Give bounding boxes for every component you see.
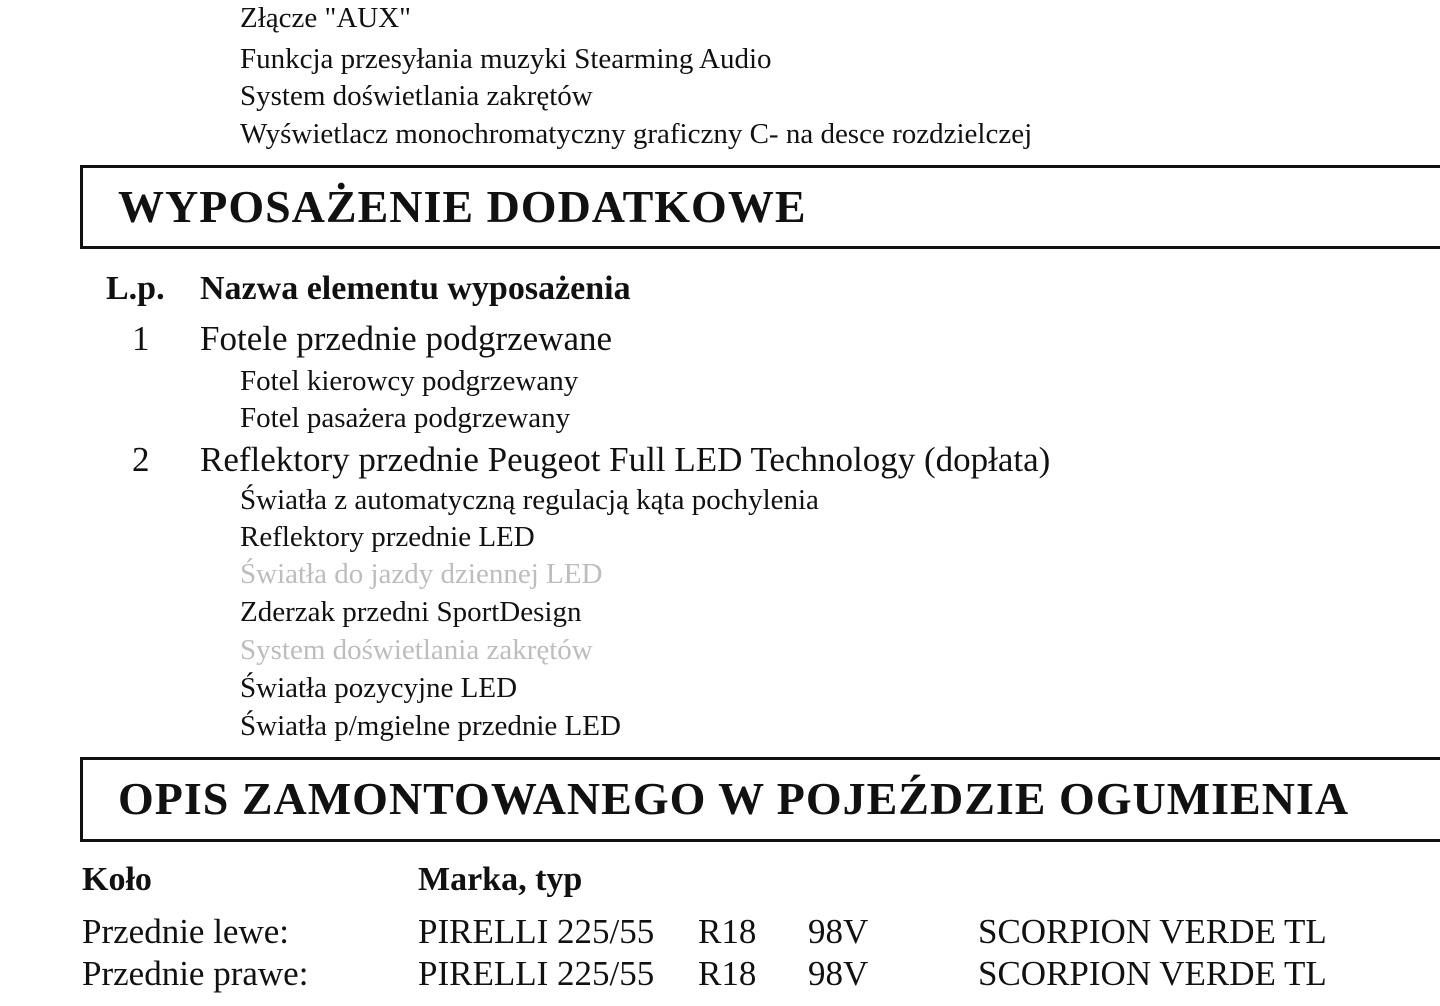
tire-wheel: Przednie lewe: (82, 912, 289, 951)
section-title-additional-equipment: WYPOSAŻENIE DODATKOWE (118, 181, 807, 232)
item-sub-feature: Zderzak przedni SportDesign (240, 596, 582, 628)
item-title: Fotele przednie podgrzewane (200, 319, 613, 358)
tire-load-index: 98V (808, 912, 869, 951)
column-header-brand: Marka, typ (418, 861, 583, 898)
tire-load-index: 98V (808, 954, 869, 993)
item-sub-feature: Światła z automatyczną regulacją kąta pochylenia (240, 484, 819, 516)
top-list-item: Funkcja przesyłania muzyki Stearming Audio (240, 43, 772, 75)
item-number: 1 (132, 319, 150, 358)
tire-rim: R18 (698, 954, 757, 993)
item-sub-feature-faded: Światła do jazdy dziennej LED (240, 558, 603, 590)
column-header-lp: L.p. (106, 270, 165, 307)
column-header-name: Nazwa elementu wyposażenia (200, 270, 631, 307)
item-sub-feature: Fotel pasażera podgrzewany (240, 402, 571, 434)
item-sub-feature: Reflektory przednie LED (240, 521, 535, 553)
item-sub-feature: Fotel kierowcy podgrzewany (240, 365, 579, 397)
item-sub-feature-faded: System doświetlania zakrętów (240, 634, 593, 666)
item-sub-feature: Światła p/mgielne przednie LED (240, 710, 621, 742)
tire-model: SCORPION VERDE TL (978, 912, 1327, 951)
item-sub-feature: Światła pozycyjne LED (240, 672, 518, 704)
tire-rim: R18 (698, 912, 757, 951)
section-title-tires: OPIS ZAMONTOWANEGO W POJEŹDZIE OGUMIENIA (118, 773, 1350, 824)
item-number: 2 (132, 440, 150, 479)
tire-brand-size: PIRELLI 225/55 (418, 912, 655, 951)
column-header-wheel: Koło (82, 861, 152, 898)
top-list-item: Złącze "AUX" (240, 2, 412, 34)
top-list-item: Wyświetlacz monochromatyczny graficzny C- na desce rozdzielczej (240, 118, 1033, 150)
tire-model: SCORPION VERDE TL (978, 954, 1327, 993)
top-list-item: System doświetlania zakrętów (240, 80, 593, 112)
item-title: Reflektory przednie Peugeot Full LED Technology (dopłata) (200, 440, 1051, 479)
tire-wheel: Przednie prawe: (82, 954, 309, 993)
tire-brand-size: PIRELLI 225/55 (418, 954, 655, 993)
